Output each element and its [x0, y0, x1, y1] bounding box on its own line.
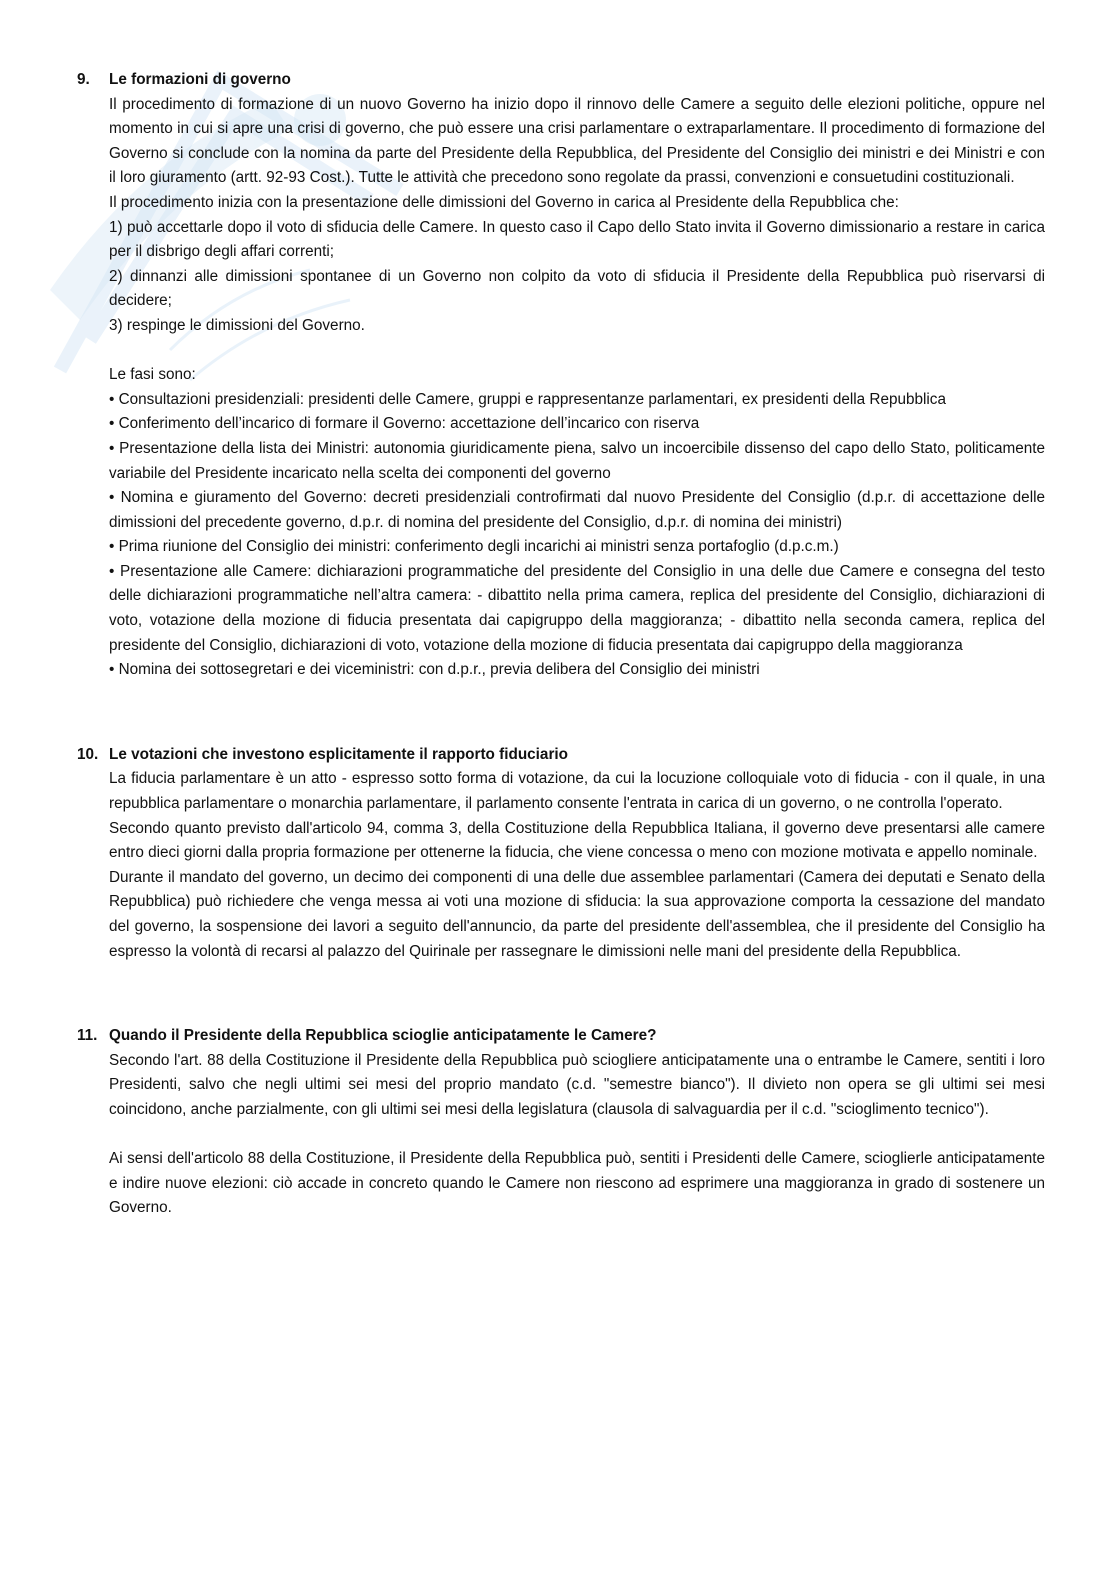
section-title: Quando il Presidente della Repubblica scioglie anticipatamente le Camere? — [109, 1027, 657, 1045]
bullet-item: • Nomina e giuramento del Governo: decreti presidenziali controfirmati dal nuovo Presidente del Consiglio (d.p.r. di accettazione delle dimissioni del precedente governo, d.p.r. di nomina del presidente del Consiglio, d.p.r. di nomina dei ministri) — [109, 489, 1045, 531]
paragraph: 2) dinnanzi alle dimissioni spontanee di un Governo non colpito da voto di sfiducia il Presidente della Repubblica può riservarsi di decidere; — [109, 267, 1045, 310]
paragraph: Ai sensi dell'articolo 88 della Costituzione, il Presidente della Repubblica può, sentiti i Presidenti delle Camere, scioglierle anticipatamente e indire nuove elezioni: ciò accade in concreto quando le Camere non riescono ad esprimere una maggioranza in grado di sostenere un Governo. — [109, 1150, 1045, 1217]
section-number: 11. — [77, 1027, 98, 1045]
section-title: Le formazioni di governo — [109, 71, 291, 88]
section-9 — [77, 68, 1045, 683]
paragraph: Secondo l'art. 88 della Costituzione il Presidente della Repubblica può sciogliere anticipatamente una o entrambe le Camere, sentiti i loro Presidenti, salvo che negli ultimi sei mesi del proprio mandato (c.d. "semestre bianco"). Il divieto non opera se gli ultimi sei mesi coincidono, anche parzialmente, con gli ultimi sei mesi della legislatura (clausola di salvaguardia per il c.d. "scioglimento tecnico"). — [109, 1051, 1045, 1118]
section-heading — [77, 1024, 1045, 1049]
section-title: Le votazioni che investono esplicitamente il rapporto fiduciario — [109, 745, 568, 763]
bullet-item: • Consultazioni presidenziali: presidenti delle Camere, gruppi e rappresentanze parlamentari, ex presidenti della Repubblica — [109, 390, 946, 408]
paragraph: La fiducia parlamentare è un atto - espresso sotto forma di votazione, da cui la locuzione colloquiale voto di fiducia - con il quale, in una repubblica parlamentare o monarchia parlamentare, il parlamento consente l'entrata in carica di un governo, o ne controlla l'operato. — [109, 770, 1045, 813]
bullet-item: • Conferimento dell’incarico di formare il Governo: accettazione dell’incarico con riserva — [109, 415, 700, 433]
section-body — [109, 767, 1045, 964]
bullet-item: • Presentazione della lista dei Ministri: autonomia giuridicamente piena, salvo un incoercibile dissenso del capo dello Stato, politicamente variabile del Presidente incaricato nella scelta dei componenti del governo — [109, 439, 1045, 482]
section-body — [109, 93, 1045, 683]
paragraph: Secondo quanto previsto dall'articolo 94, comma 3, della Costituzione della Repubblica Italiana, il governo deve presentarsi alle camere entro dieci giorni dalla propria formazione per ottenerne la fiducia, che viene concessa o meno con mozione motivata e appello nominale. — [109, 819, 1045, 862]
bullet-item: • Prima riunione del Consiglio dei ministri: conferimento degli incarichi ai ministri senza portafoglio (d.p.c.m.) — [109, 538, 839, 556]
section-heading — [77, 68, 1045, 93]
section-10 — [77, 743, 1045, 964]
section-heading — [77, 743, 1045, 768]
phases-intro: Le fasi sono: — [109, 366, 196, 384]
paragraph: Il procedimento inizia con la presentazione delle dimissioni del Governo in carica al Presidente della Repubblica che: — [109, 193, 899, 211]
paragraph: Durante il mandato del governo, un decimo dei componenti di una delle due assemblee parlamentari (Camera dei deputati e Senato della Repubblica) può richiedere che venga messa ai voti una mozione di sfiducia: la sua approvazione comporta la cessazione del mandato del governo, la sospensione dei lavori a seguito dell'annuncio, da parte del presidente dell'assemblea, che il presidente del Consiglio ha espresso la volontà di recarsi al palazzo del Quirinale per rassegnare le dimissioni nelle mani del presidente della Repubblica. — [109, 868, 1045, 960]
paragraph: 3) respinge le dimissioni del Governo. — [109, 316, 365, 334]
section-11 — [77, 1024, 1045, 1221]
section-body — [109, 1049, 1045, 1221]
bullet-item: • Presentazione alle Camere: dichiarazioni programmatiche del presidente del Consiglio in una delle due Camere e consegna del testo delle dichiarazioni programmatiche nell’altra camera: - dibattito nella prima camera, replica del presidente del Consiglio, dichiarazioni di voto, votazione della mozione di fiducia presentata dai capigruppo della maggioranza; - dibattito nella seconda camera, replica del presidente del Consiglio, dichiarazioni di voto, votazione della mozione di fiducia presentata dai capigruppo della maggioranza — [109, 562, 1045, 654]
paragraph: Il procedimento di formazione di un nuovo Governo ha inizio dopo il rinnovo delle Camere a seguito delle elezioni politiche, oppure nel momento in cui si apre una crisi di governo, che può essere una crisi parlamentare o extraparlamentare. Il procedimento di formazione del Governo si conclude con la nomina da parte del Presidente della Repubblica, del Presidente del Consiglio dei ministri e dei Ministri e con il loro giuramento (artt. 92-93 Cost.). Tutte le attività che precedono sono regolate da prassi, convenzioni e consuetudini costituzionali. — [109, 95, 1045, 187]
document-content — [77, 68, 1045, 1221]
paragraph: 1) può accettarle dopo il voto di sfiducia delle Camere. In questo caso il Capo dello Stato invita il Governo dimissionario a restare in carica per il disbrigo degli affari correnti; — [109, 218, 1045, 261]
section-number: 9. — [77, 71, 90, 88]
bullet-item: • Nomina dei sottosegretari e dei viceministri: con d.p.r., previa delibera del Consiglio dei ministri — [109, 661, 760, 679]
section-number: 10. — [77, 745, 99, 763]
